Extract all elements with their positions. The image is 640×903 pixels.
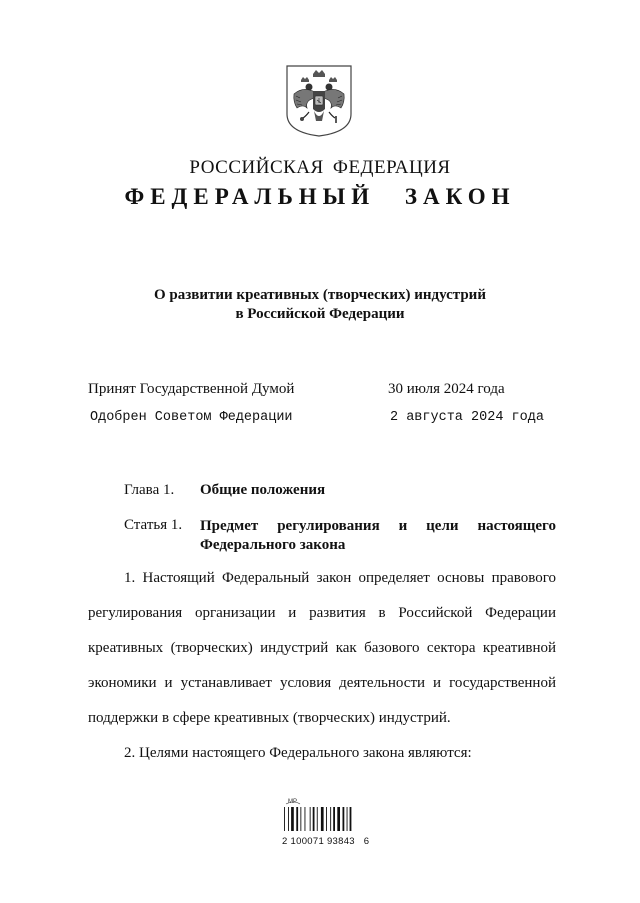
law-title-line1: О развитии креативных (творческих) индустрий bbox=[154, 287, 486, 303]
council-approval-date: 2 августа 2024 года bbox=[390, 410, 544, 425]
coat-of-arms-icon bbox=[285, 64, 353, 138]
article-name-line2: Федерального закона bbox=[200, 537, 346, 553]
law-title bbox=[0, 286, 640, 324]
duma-adoption-label: Принят Государственной Думой bbox=[88, 381, 295, 397]
paragraph-1: 1. Настоящий Федеральный закон определяет основы правового регулирования организации и развития в Российской Федерации креативных (творческих) индустрий как базового сектора креативной экономики и устанавливает условия деятельности и государственной поддержки в сфере креативных (творческих) индустрий. bbox=[88, 570, 556, 726]
chapter-number: Глава 1. bbox=[124, 482, 175, 498]
country-name: РОССИЙСКАЯ ФЕДЕРАЦИЯ bbox=[189, 157, 451, 178]
barcode-digits: 2 100071 93843 6 bbox=[282, 836, 370, 847]
law-title-line2: в Российской Федерации bbox=[235, 306, 405, 322]
svg-text:MP: MP bbox=[288, 799, 297, 805]
document-type: ФЕДЕРАЛЬНЫЙ ЗАКОН bbox=[124, 184, 516, 209]
paragraph-2: 2. Целями настоящего Федерального закона являются: bbox=[124, 745, 472, 761]
duma-adoption-date: 30 июля 2024 года bbox=[388, 381, 505, 397]
article-name-line1: Предмет регулирования и цели настоящего bbox=[200, 518, 556, 534]
article-name bbox=[200, 517, 556, 555]
article-number: Статья 1. bbox=[124, 517, 183, 533]
chapter-name: Общие положения bbox=[200, 482, 326, 498]
council-approval-label: Одобрен Советом Федерации bbox=[90, 410, 293, 425]
